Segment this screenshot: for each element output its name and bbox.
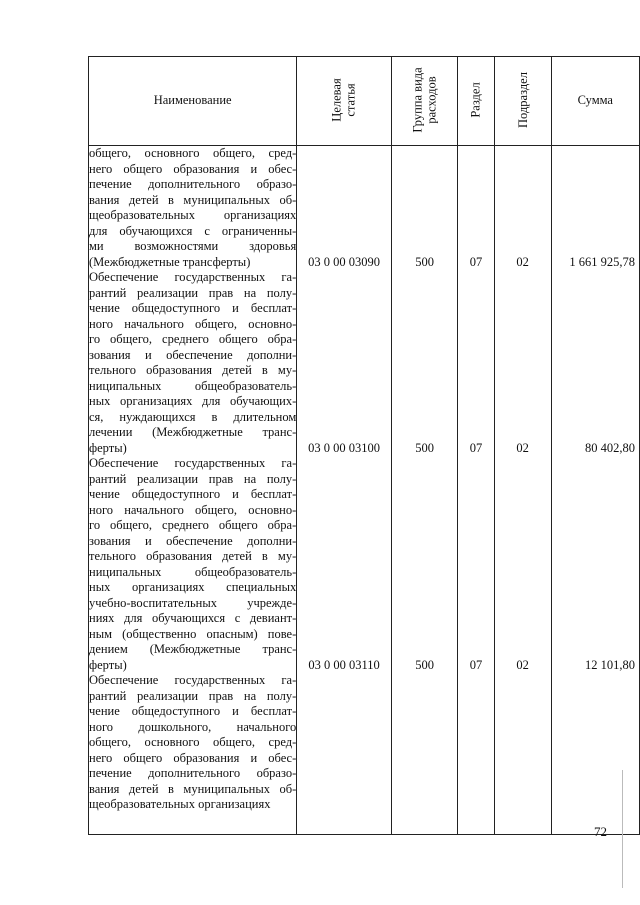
row-2-name-line: тельного образования детей в му- (89, 363, 297, 377)
row-2-name-line: ниципальных общеобразователь- (89, 378, 297, 393)
row-2-name-line: рантий реализации прав на полу- (89, 285, 297, 300)
row-4-name-line: щеобразовательных организациях (89, 797, 271, 811)
header-group-line: расходов (424, 76, 439, 124)
row-1-name-line: ми возможностями здоровья (89, 239, 297, 253)
row-1-name-line: общего, основного общего, сред- (89, 146, 297, 160)
page-number: 72 (594, 824, 607, 839)
row-2-section: 07 (469, 440, 483, 455)
row-2-subsection: 02 (516, 440, 529, 455)
row-1-name-line: для обучающихся с ограниченны- (89, 223, 297, 238)
row-3-target: 03 0 00 03110 (308, 657, 380, 672)
row-1-section: 07 (469, 254, 483, 269)
row-2-name-line: ся, нуждающихся в длительном (89, 409, 297, 424)
header-target-line: статья (344, 83, 359, 117)
row-3-name-line: рантий реализации прав на полу- (89, 471, 297, 486)
header-sum: Сумма (551, 57, 639, 146)
row-3-name-line: ниципальных общеобразователь- (89, 564, 297, 579)
row-3-name-line: чение общедоступного и бесплат- (89, 487, 297, 501)
group-column (391, 146, 457, 835)
name-column (89, 146, 297, 835)
row-4-name-line: ного дошкольного, начального (89, 719, 297, 734)
row-2-group: 500 (415, 440, 434, 455)
section-column (458, 146, 494, 835)
row-4-name-line: рантий реализации прав на полу- (89, 688, 297, 703)
subsection-column (494, 146, 551, 835)
header-group-line: Группа вида (410, 67, 425, 133)
row-2-name-line: ферты) (89, 440, 127, 455)
row-3-name-line: го общего, среднего общего обра- (89, 518, 297, 532)
row-3-name-line: учебно-воспитательных учрежде- (89, 595, 297, 610)
row-3-name-line: зования и обеспечение дополни- (89, 533, 297, 548)
target-column (297, 146, 392, 835)
row-1-subsection: 02 (516, 254, 529, 269)
table-row (89, 146, 640, 835)
table-header-row (89, 57, 640, 146)
row-2-sum: 80 402,80 (585, 440, 635, 455)
row-1-sum: 1 661 925,78 (569, 254, 635, 269)
row-2-name-line: го общего, среднего общего обра- (89, 332, 297, 346)
row-3-section: 07 (469, 657, 483, 672)
row-2-name-line: чение общедоступного и бесплат- (89, 301, 297, 315)
row-3-name-line: ниях для обучающихся с девиант- (89, 611, 297, 625)
header-subsection: Подраздел (494, 57, 551, 146)
row-4-name-line: него общего образования и обес- (89, 750, 297, 765)
row-2-target: 03 0 00 03100 (308, 440, 381, 455)
header-target (297, 57, 392, 146)
row-2-name-line: ного начального общего, основно- (89, 316, 297, 331)
header-section: Раздел (458, 57, 494, 146)
row-4-name-line: чение общедоступного и бесплат- (89, 704, 297, 718)
row-4-name-line: Обеспечение государственных га- (89, 673, 297, 687)
row-3-name-line: ных организациях специальных (89, 580, 297, 594)
row-3-name-line: ферты) (89, 657, 127, 672)
header-name: Наименование (89, 57, 297, 146)
budget-table (88, 56, 640, 835)
row-2-name-line: Обеспечение государственных га- (89, 270, 297, 284)
header-target-line: Целевая (330, 78, 345, 122)
row-1-name-line: (Межбюджетные трансферты) (89, 254, 251, 269)
row-3-name-line: ным (общественно опасным) пове- (89, 626, 297, 641)
row-1-name-line: него общего образования и обес- (89, 161, 297, 176)
row-4-name-line: печение дополнительного образо- (89, 766, 297, 780)
row-3-name-line: тельного образования детей в му- (89, 549, 297, 563)
row-4-name-line: вания детей в муниципальных об- (89, 781, 297, 796)
row-2-name-line: ных организациях для обучающих- (89, 394, 297, 408)
row-3-name-line: Обеспечение государственных га- (89, 456, 297, 470)
header-group (391, 57, 457, 146)
row-1-name-line: щеобразовательных организациях (89, 208, 297, 222)
row-2-name-line: лечении (Межбюджетные транс- (89, 425, 297, 439)
row-3-name-line: ного начального общего, основно- (89, 502, 297, 517)
margin-line (622, 770, 623, 888)
row-4-name-line: общего, основного общего, сред- (89, 735, 297, 749)
row-1-name-line: вания детей в муниципальных об- (89, 192, 297, 207)
row-3-sum: 12 101,80 (585, 657, 635, 672)
row-3-group: 500 (415, 657, 434, 672)
row-3-name-line: дением (Межбюджетные транс- (89, 642, 297, 656)
row-1-target: 03 0 00 03090 (308, 254, 381, 269)
row-1-name-line: печение дополнительного образо- (89, 177, 297, 191)
row-2-name-line: зования и обеспечение дополни- (89, 347, 297, 362)
row-3-subsection: 02 (516, 657, 529, 672)
row-1-group: 500 (415, 254, 434, 269)
sum-column (551, 146, 639, 835)
